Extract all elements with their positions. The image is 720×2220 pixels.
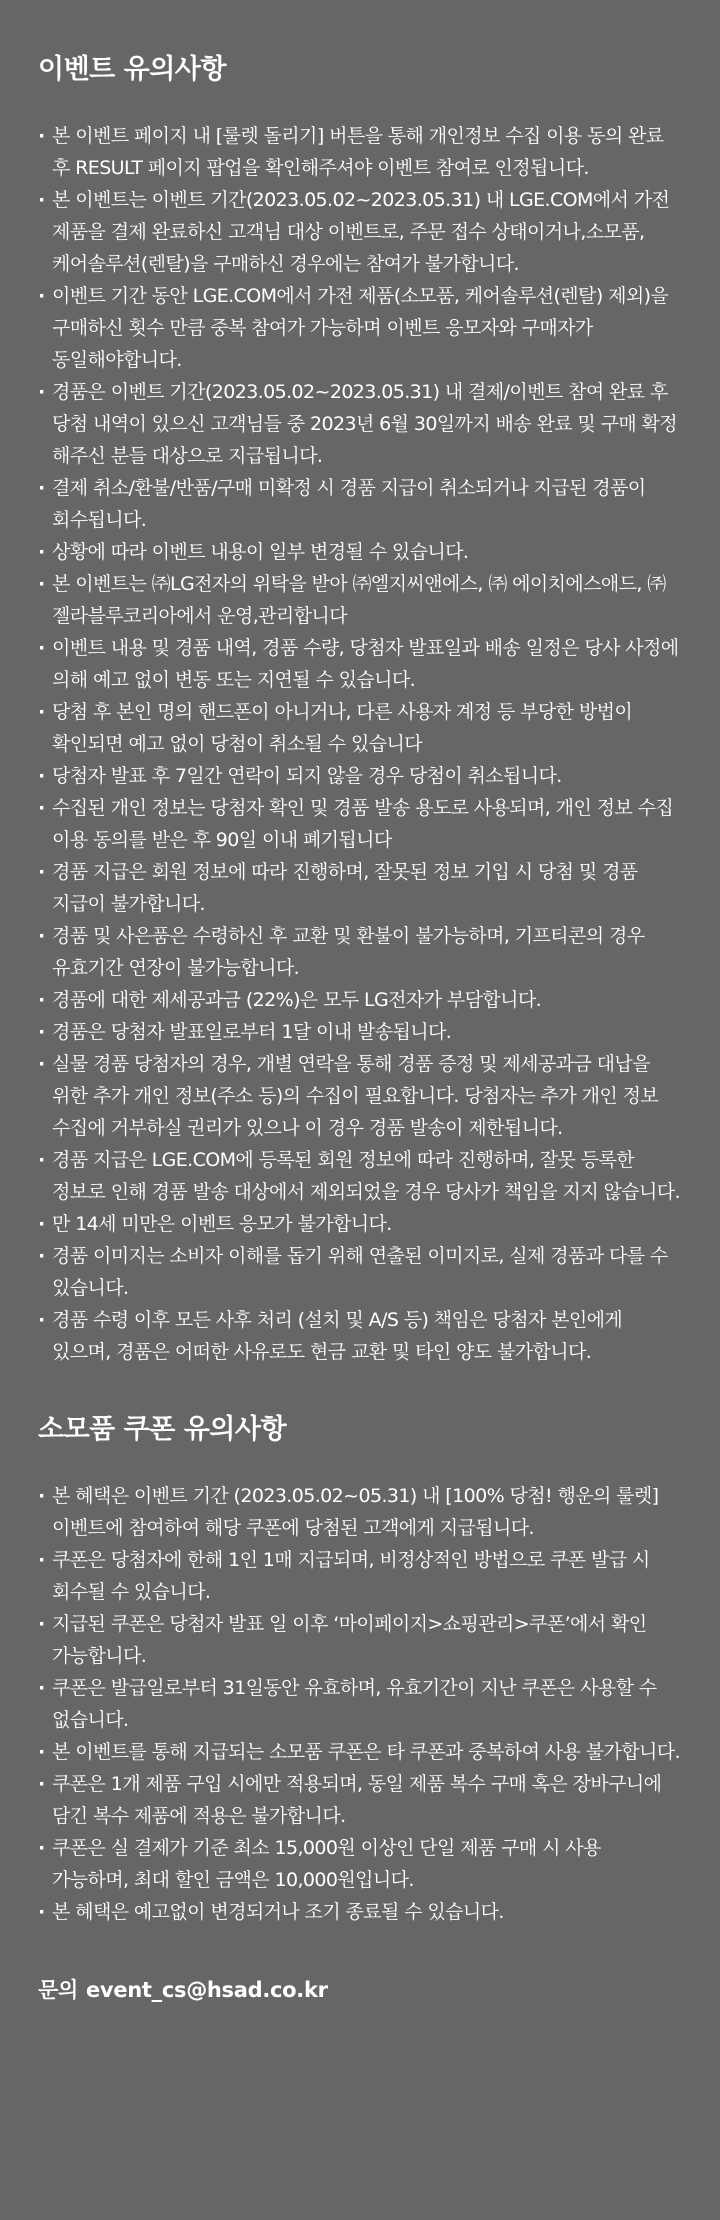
notice-item: · 당첨자 발표 후 7일간 연락이 되지 않을 경우 당첨이 취소됩니다. <box>38 760 682 792</box>
notice-item: · 쿠폰은 발급일로부터 31일동안 유효하며, 유효기간이 지난 쿠폰은 사용할 수 없습니다. <box>38 1672 682 1736</box>
notice-item: · 상황에 따라 이벤트 내용이 일부 변경될 수 있습니다. <box>38 536 682 568</box>
notice-item: · 경품은 이벤트 기간(2023.05.02~2023.05.31) 내 결제/이벤트 참여 완료 후 당첨 내역이 있으신 고객님들 중 2023년 6월 30일까지 배송 완료 및 구매 확정 해주신 분들 대상으로 지급됩니다. <box>38 376 682 472</box>
notice-item: · 쿠폰은 당첨자에 한해 1인 1매 지급되며, 비정상적인 방법으로 쿠폰 발급 시 회수될 수 있습니다. <box>38 1544 682 1608</box>
contact-email[interactable]: event_cs@hsad.co.kr <box>85 1978 328 2002</box>
contact-info <box>38 1974 682 2006</box>
notice-item: · 경품 지급은 LGE.COM에 등록된 회원 정보에 따라 진행하며, 잘못 등록한 정보로 인해 경품 발송 대상에서 제외되었을 경우 당사가 책임을 지지 않습니다. <box>38 1144 682 1208</box>
coupon-notice-title: 소모품 쿠폰 유의사항 <box>38 1414 287 1445</box>
notice-item: · 쿠폰은 1개 제품 구입 시에만 적용되며, 동일 제품 복수 구매 혹은 장바구니에 담긴 복수 제품에 적용은 불가합니다. <box>38 1768 682 1832</box>
coupon-notice-section <box>38 1410 682 1928</box>
notice-item: · 경품 이미지는 소비자 이해를 돕기 위해 연출된 이미지로, 실제 경품과 다를 수 있습니다. <box>38 1240 682 1304</box>
notice-item: · 본 혜택은 이벤트 기간 (2023.05.02~05.31) 내 [100% 당첨! 행운의 룰렛] 이벤트에 참여하여 해당 쿠폰에 당첨된 고객에게 지급됩니다. <box>38 1480 682 1544</box>
notice-item: · 경품 수령 이후 모든 사후 처리 (설치 및 A/S 등) 책임은 당첨자 본인에게 있으며, 경품은 어떠한 사유로도 현금 교환 및 타인 양도 불가합니다. <box>38 1304 682 1368</box>
notice-item: · 경품 및 사은품은 수령하신 후 교환 및 환불이 불가능하며, 기프티콘의 경우 유효기간 연장이 불가능합니다. <box>38 920 682 984</box>
notice-item: · 만 14세 미만은 이벤트 응모가 불가합니다. <box>38 1208 682 1240</box>
notice-item: · 경품 지급은 회원 정보에 따라 진행하며, 잘못된 정보 기입 시 당첨 및 경품 지급이 불가합니다. <box>38 856 682 920</box>
notice-item: · 결제 취소/환불/반품/구매 미확정 시 경품 지급이 취소되거나 지급된 경품이 회수됩니다. <box>38 472 682 536</box>
notice-item: · 쿠폰은 실 결제가 기준 최소 15,000원 이상인 단일 제품 구매 시 사용 가능하며, 최대 할인 금액은 10,000원입니다. <box>38 1832 682 1896</box>
notice-item: · 수집된 개인 정보는 당첨자 확인 및 경품 발송 용도로 사용되며, 개인 정보 수집 이용 동의를 받은 후 90일 이내 폐기됩니다 <box>38 792 682 856</box>
event-notice-section <box>38 50 682 1368</box>
notice-item: · 경품에 대한 제세공과금 (22%)은 모두 LG전자가 부담합니다. <box>38 984 682 1016</box>
notice-item: · 실물 경품 당첨자의 경우, 개별 연락을 통해 경품 증정 및 제세공과금 대납을 위한 추가 개인 정보(주소 등)의 수집이 필요합니다. 당첨자는 추가 개인 정보 수집에 거부하실 권리가 있으나 이 경우 경품 발송이 제한됩니다. <box>38 1048 682 1144</box>
notice-item: · 본 혜택은 예고없이 변경되거나 조기 종료될 수 있습니다. <box>38 1896 682 1928</box>
notice-item: · 본 이벤트는 이벤트 기간(2023.05.02~2023.05.31) 내 LGE.COM에서 가전 제품을 결제 완료하신 고객님 대상 이벤트로, 주문 접수 상태이거나,소모품, 케어솔루션(렌탈)을 구매하신 경우에는 참여가 불가합니다. <box>38 184 682 280</box>
notice-item: · 본 이벤트 페이지 내 [룰렛 돌리기] 버튼을 통해 개인정보 수집 이용 동의 완료 후 RESULT 페이지 팝업을 확인해주셔야 이벤트 참여로 인정됩니다. <box>38 120 682 184</box>
notice-item: · 본 이벤트를 통해 지급되는 소모품 쿠폰은 타 쿠폰과 중복하여 사용 불가합니다. <box>38 1736 682 1768</box>
event-notice-list <box>38 120 682 1368</box>
notice-item: · 이벤트 기간 동안 LGE.COM에서 가전 제품(소모품, 케어솔루션(렌탈) 제외)을 구매하신 횟수 만큼 중복 참여가 가능하며 이벤트 응모자와 구매자가 동일해야합니다. <box>38 280 682 376</box>
coupon-notice-list <box>38 1480 682 1928</box>
notice-item: · 지급된 쿠폰은 당첨자 발표 일 이후 ‘마이페이지>쇼핑관리>쿠폰’에서 확인 가능합니다. <box>38 1608 682 1672</box>
notice-item: · 당첨 후 본인 명의 핸드폰이 아니거나, 다른 사용자 계정 등 부당한 방법이 확인되면 예고 없이 당첨이 취소될 수 있습니다 <box>38 696 682 760</box>
contact-label: 문의 <box>38 1978 78 2002</box>
event-notice-title: 이벤트 유의사항 <box>38 54 226 85</box>
notice-item: · 이벤트 내용 및 경품 내역, 경품 수량, 당첨자 발표일과 배송 일정은 당사 사정에 의해 예고 없이 변동 또는 지연될 수 있습니다. <box>38 632 682 696</box>
notice-item: · 경품은 당첨자 발표일로부터 1달 이내 발송됩니다. <box>38 1016 682 1048</box>
notice-item: · 본 이벤트는 ㈜LG전자의 위탁을 받아 ㈜엘지씨앤에스, ㈜ 에이치에스애드, ㈜젤라블루코리아에서 운영,관리합니다 <box>38 568 682 632</box>
